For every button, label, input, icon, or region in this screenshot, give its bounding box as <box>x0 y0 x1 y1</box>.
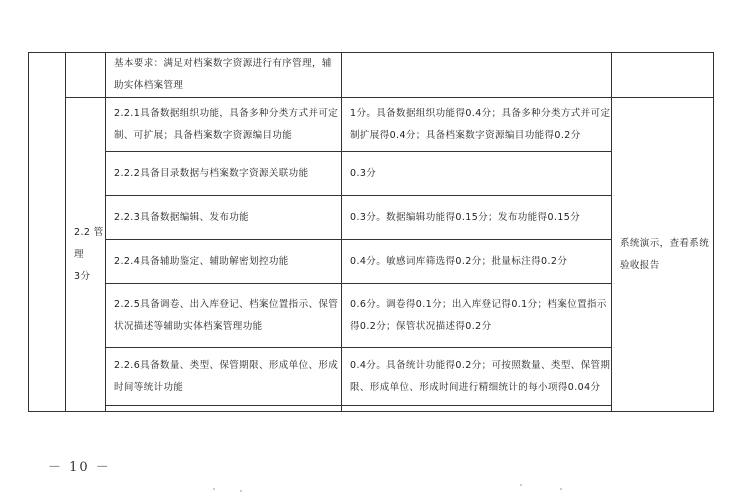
method-cell: 系统演示，查看系统验收报告 <box>612 98 714 412</box>
page-number: － 10 － <box>48 460 111 475</box>
basic-method-cell <box>612 53 714 98</box>
table-row <box>29 152 714 196</box>
scan-speck <box>560 488 562 490</box>
basic-scoring-cell <box>342 53 612 98</box>
table-row <box>29 196 714 240</box>
first-column-cell <box>29 53 66 412</box>
requirement-cell: 2.2.1具备数据组织功能，具备多种分类方式并可定制、可扩展；具备档案数字资源编目功能 <box>106 98 342 152</box>
category-cell <box>66 98 106 412</box>
table-row <box>29 98 714 152</box>
scoring-cell: 1分。具备数据组织功能得0.4分；具备多种分类方式并可定制扩展得0.4分；具备档案数字资源编目功能得0.2分 <box>342 98 612 152</box>
scoring-cell: 0.3分。数据编辑功能得0.15分；发布功能得0.15分 <box>342 196 612 240</box>
scoring-cell: 0.3分 <box>342 152 612 196</box>
scoring-cell: 0.6分。调卷得0.1分；出入库登记得0.1分；档案位置指示得0.2分；保管状况描述得0.2分 <box>342 284 612 348</box>
category-code: 2.2 管 <box>74 226 104 238</box>
category-name: 理 <box>74 248 84 260</box>
scoring-cell: 0.4分。具备统计功能得0.2分；可按照数量、类型、保管期限、形成单位、形成时间进行精细统计的每小项得0.04分 <box>342 348 612 406</box>
table-row <box>29 240 714 284</box>
category-score: 3分 <box>74 270 91 282</box>
spacer-cell <box>342 406 612 412</box>
category-cell-empty <box>66 53 106 98</box>
table-row <box>29 406 714 412</box>
requirement-cell: 2.2.6具备数量、类型、保管期限、形成单位、形成时间等统计功能 <box>106 348 342 406</box>
requirement-cell: 2.2.4具备辅助鉴定、辅助解密划控功能 <box>106 240 342 284</box>
requirement-cell: 2.2.5具备调卷、出入库登记、档案位置指示、保管状况描述等辅助实体档案管理功能 <box>106 284 342 348</box>
table-row <box>29 348 714 406</box>
scoring-cell: 0.4分。敏感词库筛选得0.2分；批量标注得0.2分 <box>342 240 612 284</box>
evaluation-table <box>28 52 714 412</box>
requirement-cell: 2.2.3具备数据编辑、发布功能 <box>106 196 342 240</box>
scan-speck <box>213 488 215 490</box>
table-row <box>29 284 714 348</box>
scan-speck <box>520 484 522 486</box>
table-row <box>29 53 714 98</box>
basic-requirement-cell: 基本要求：满足对档案数字资源进行有序管理，辅助实体档案管理 <box>106 53 342 98</box>
requirement-cell: 2.2.2具备目录数据与档案数字资源关联功能 <box>106 152 342 196</box>
scan-speck <box>240 490 242 492</box>
spacer-cell <box>106 406 342 412</box>
